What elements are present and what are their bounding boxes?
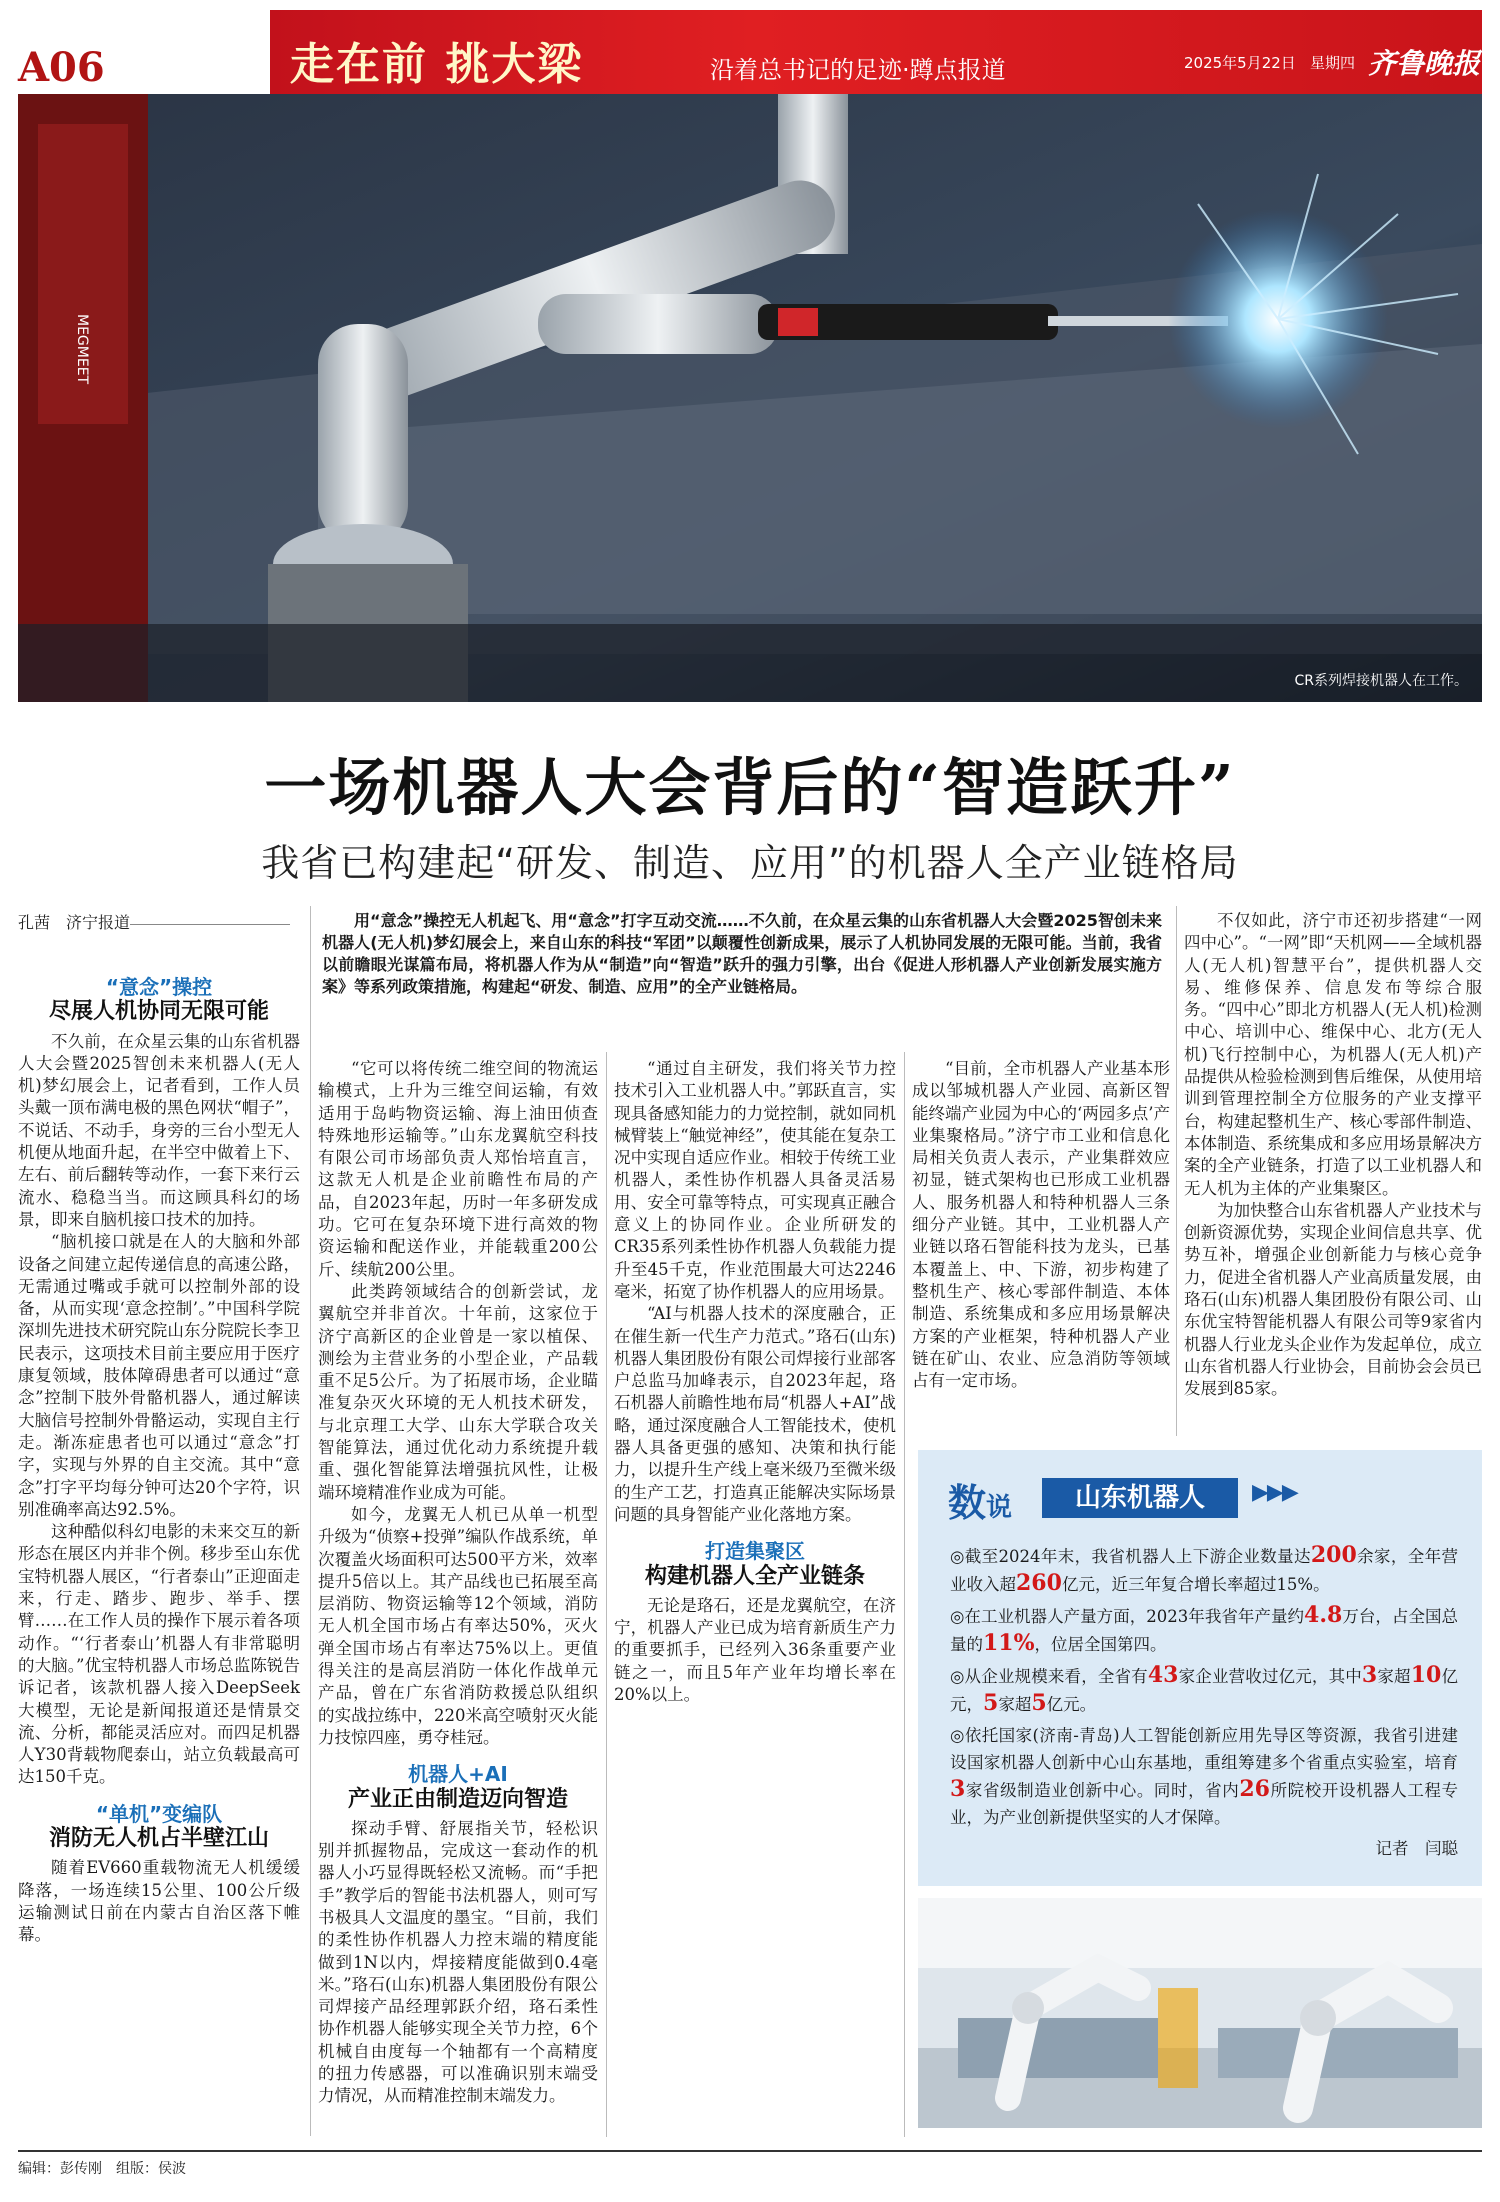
paragraph: 如今，龙翼无人机已从单一机型升级为“侦察+投弹”编队作战系统，单次覆盖火场面积可达500平方米，效率提升5倍以上。其产品线也已拓展至高层消防、物资运输等12个领域，消防无人机全国市场占有率达50%，灭火弹全国市场占有率达75%以上。更值得关注的是高层消防一体化作战单元产品，曾在广东省消防救援总队组织的实战拉练中，220米高空喷射灭火能力技惊四座，勇夺桂冠。 bbox=[318, 1504, 598, 1747]
footer-credits: 编辑：彭传刚 组版：侯波 bbox=[18, 2161, 186, 2177]
paragraph: 不仅如此，济宁市还初步搭建“一网四中心”。“一网”即“天机网——全域机器人(无人机)智慧平台”，提供机器人交易、维修保养、信息发布等综合服务。“四中心”即北方机器人(无人机)检测中心、培训中心、维保中心、北方(无人机)飞行控制中心，为机器人(无人机)产品提供从检验检测到售后维保，从使用培训到管理控制全方位服务的产业支撑平台，构建起整机生产、核心零部件制造、本体制造、系统集成和多应用场景解决方案的全产业链条，打造了以工业机器人和无人机为主体的产业集聚区。 bbox=[1184, 911, 1482, 1198]
paragraph: 探动手臂、舒展指关节，轻松识别并抓握物品，完成这一套动作的机器人小巧显得既轻松又流畅。而“手把手”教学后的智能书法机器人，则可写书极具人文温度的墨宝。“目前，我们的柔性协作机器人力控末端的精度能做到1N以内，焊接精度能做到0.4毫米。”珞石(山东)机器人集团股份有限公司焊接产品经理郭跃介绍，珞石柔性协作机器人能够实现全关节力控，6个机械自由度每一个轴都有一个高精度的扭力传感器，可以准确识别末端受力情况，从而精准控制末端发力。 bbox=[318, 1818, 598, 2106]
byline: 孔茜 济宁报道 bbox=[18, 913, 131, 932]
data-item: ◎截至2024年末，我省机器人上下游企业数量达200余家，全年营业收入超260亿元，近三年复合增长率超过15%。 bbox=[950, 1542, 1459, 1596]
section-kicker: 打造集聚区 bbox=[705, 1539, 805, 1564]
paragraph: 为加快整合山东省机器人产业技术与创新资源优势，实现企业间信息共享、优势互补，增强企业创新能力与核心竞争力，促进全省机器人产业高质量发展，由珞石(山东)机器人集团股份有限公司、山东优宝特智能机器人有限公司等9家省内机器人行业龙头企业作为发起单位，成立山东省机器人行业协会，目前协会会员已发展到85家。 bbox=[1184, 1200, 1482, 1399]
section-title: 产业正由制造迈向智造 bbox=[347, 1785, 568, 1812]
data-box-header bbox=[934, 1464, 1466, 1525]
paragraph: 无论是珞石，还是龙翼航空，在济宁，机器人产业已成为培育新质生产力的重要抓手，已经列入36条重要产业链之一，而且5年产业年均增长率在20%以上。 bbox=[614, 1595, 896, 1705]
data-item: ◎依托国家(济南-青岛)人工智能创新应用先导区等资源，我省引进建设国家机器人创新中心山东基地，重组筹建多个省重点实验室，培育3家省级制造业创新中心。同时，省内26所院校开设机器人工程专业，为产业创新提供坚实的人才保障。 bbox=[950, 1726, 1459, 1827]
robot-brand-label: MEGMEET bbox=[74, 314, 90, 385]
column-divider bbox=[904, 1052, 905, 2137]
data-item: ◎在工业机器人产量方面，2023年我省年产量约4.8万台，占全国总量的11%，位居全国第四。 bbox=[950, 1602, 1459, 1656]
section-kicker: “意念”操控 bbox=[105, 975, 213, 999]
column-divider bbox=[1176, 906, 1177, 1436]
column-divider bbox=[606, 1052, 607, 2137]
issue-weekday: 星期四 bbox=[1310, 54, 1356, 72]
column-2 bbox=[318, 1058, 598, 2108]
section-kicker: “单机”变编队 bbox=[95, 1801, 223, 1826]
section-kicker: 机器人+AI bbox=[408, 1762, 508, 1787]
article-lead bbox=[322, 910, 1162, 998]
hero-photo bbox=[18, 94, 1482, 702]
column-5 bbox=[1184, 910, 1482, 1401]
paragraph: “AI与机器人技术的深度融合，正在催生新一代生产力范式。”珞石(山东)机器人集团股份有限公司焊接行业部客户总监马加峰表示，自2023年起，珞石机器人前瞻性地布局“机器人+AI”战略，通过深度融合人工智能技术，使机器人具备更强的感知、决策和执行能力，以提升生产线上毫米级乃至微米级的生产工艺，打造真正能解决实际场景问题的具身智能产业化落地方案。 bbox=[614, 1304, 896, 1524]
column-subtitle: 沿着总书记的足迹·蹲点报道 bbox=[710, 56, 1006, 84]
data-box-title: 山东机器人 bbox=[1042, 1478, 1238, 1518]
byline-divider bbox=[130, 924, 290, 925]
data-box-label bbox=[948, 1472, 1012, 1527]
paper-logo: 齐鲁晚报 bbox=[1368, 47, 1481, 80]
issue-date: 2025年5月22日 bbox=[1184, 54, 1296, 72]
label-shuo: 说 bbox=[986, 1493, 1013, 1523]
headline: 一场机器人大会背后的“智造跃升” bbox=[264, 751, 1236, 824]
label-shu: 数 bbox=[948, 1480, 987, 1525]
paragraph: “通过自主研发，我们将关节力控技术引入工业机器人中。”郭跃直言，实现具备感知能力的力觉控制，就如同机械臂装上“触觉神经”，使其能在复杂工况中实现自适应作业。相较于传统工业机器人，柔性协作机器人具备灵活易用、安全可靠等特点，可实现真正融合意义上的协同作业。企业所研发的CR35系列柔性协作机器人负载能力提升至45千克，作业范围最大可达2246毫米，拓宽了协作机器人的应用场景。 bbox=[614, 1059, 896, 1301]
paragraph: 这种酷似科幻电影的未来交互的新形态在展区内并非个例。移步至山东优宝特机器人展区，“行者泰山”正迎面走来，行走、踏步、跑步、举手、摆臂……在工作人员的操作下展示着各项动作。“‘行者泰山’机器人有非常聪明的大脑。”优宝特机器人市场总监陈锐告诉记者，该款机器人接入DeepSeek大模型，无论是新闻报道还是情景交流、分析，都能灵活应对。而四足机器人Y30背载物爬泰山，站立负载最高可达150千克。 bbox=[18, 1522, 300, 1787]
factory-robot-photo bbox=[918, 1898, 1482, 2128]
data-box-body bbox=[950, 1542, 1458, 1866]
paragraph: 此类跨领域结合的创新尝试，龙翼航空并非首次。十年前，这家位于济宁高新区的企业曾是一家以植保、测绘为主营业务的小型企业，产品载重不足5公斤。为了拓展市场，企业瞄准复杂灭火环境的无人机技术研发，与北京理工大学、山东大学联合攻关智能算法，通过优化动力系统提升载重、强化智能算法增强抗风性，让极端环境精准作业成为可能。 bbox=[318, 1281, 598, 1502]
paragraph: “脑机接口就是在人的大脑和外部设备之间建立起传递信息的高速公路，无需通过嘴或手就可以控制外部的设备，从而实现‘意念控制’。”中国科学院深圳先进技术研究院山东分院院长李卫民表示，这项技术目前主要应用于医疗康复领域，肢体障碍患者可以通过“意念”控制下肢外骨骼机器人，通过解读大脑信号控制外骨骼运动，实现自主行走。渐冻症患者也可以通过“意念”打字，实现与外界的自主交流。其中“意念”打字平均每分钟可达20个字符，识别准确率高达92.5%。 bbox=[18, 1232, 300, 1519]
section-title: 尽展人机协同无限可能 bbox=[48, 998, 269, 1025]
hero-caption: CR系列焊接机器人在工作。 bbox=[1294, 673, 1468, 689]
subheadline: 我省已构建起“研发、制造、应用”的机器人全产业链格局 bbox=[261, 841, 1239, 885]
data-item: ◎从企业规模来看，全省有43家企业营收过亿元，其中3家超10亿元，5家超5亿元。 bbox=[950, 1662, 1459, 1716]
paragraph: “目前，全市机器人产业基本形成以邹城机器人产业园、高新区智能终端产业园为中心的‘两园多点’产业集聚格局。”济宁市工业和信息化局相关负责人表示，产业集群效应初显，链式架构也已形成工业机器人、服务机器人和特种机器人三条细分产业链。其中，工业机器人产业链以珞石智能科技为龙头，已基本覆盖上、中、下游，初步构建了整机生产、核心零部件制造、本体制造、系统集成和多应用场景解决方案的产业框架，特种机器人产业链在矿山、农业、应急消防等领域占有一定市场。 bbox=[912, 1059, 1170, 1391]
column-title: 走在前 挑大梁 bbox=[290, 39, 584, 90]
paragraph: “它可以将传统二维空间的物流运输模式，上升为三维空间运输，有效适用于岛屿物资运输、海上油田侦查特殊地形运输等。”山东龙翼航空科技有限公司市场部负责人郑怡培直言，这款无人机是企业前瞻性布局的产品，自2023年起，历时一年多研发成功。它可在复杂环境下进行高效的物资运输和配送作业，并能载重200公斤、续航200公里。 bbox=[318, 1059, 598, 1279]
column-4 bbox=[912, 1058, 1170, 1392]
footer-divider bbox=[18, 2150, 1482, 2152]
section-title: 消防无人机占半壁江山 bbox=[48, 1824, 269, 1851]
section-title: 构建机器人全产业链条 bbox=[644, 1562, 865, 1589]
column-1 bbox=[18, 976, 300, 1946]
data-box-signature: 记者 闫聪 bbox=[1375, 1839, 1458, 1858]
lead-text: 用“意念”操控无人机起飞、用“意念”打字互动交流……不久前，在众星云集的山东省机器人大会暨2025智创未来机器人(无人机)梦幻展会上，来自山东的科技“军团”以颠覆性创新成果，展示了人机协同发展的无限可能。当前，我省以前瞻眼光谋篇布局，将机器人作为从“制造”向“智造”跃升的强力引擎，出台《促进人形机器人产业创新发展实施方案》等系列政策措施，构建起“研发、制造、应用”的全产业链格局。 bbox=[322, 911, 1162, 996]
data-box bbox=[918, 1450, 1482, 1886]
column-3 bbox=[614, 1058, 896, 1706]
column-divider bbox=[310, 906, 311, 2136]
arrow-icon: ▶▶▶ bbox=[1252, 1480, 1297, 1505]
paragraph: 不久前，在众星云集的山东省机器人大会暨2025智创未来机器人(无人机)梦幻展会上，记者看到，工作人员头戴一顶布满电极的黑色网状“帽子”，不说话、不动手，身旁的三台小型无人机便从地面升起，在半空中做着上下、左右、前后翻转等动作，一套下来行云流水、稳稳当当。而这顾具科幻的场景，即来自脑机接口技术的加持。 bbox=[18, 1031, 300, 1229]
page-number: A06 bbox=[18, 44, 105, 91]
paragraph: 随着EV660重载物流无人机缓缓降落，一场连续15公里、100公斤级运输测试日前在内蒙古自治区落下帷幕。 bbox=[18, 1858, 300, 1945]
